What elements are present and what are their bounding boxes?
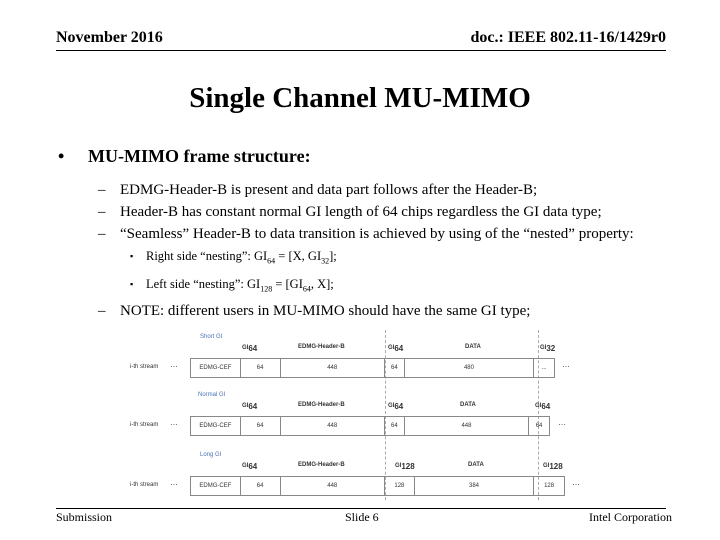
cef-cell: EDMG-CEF [191, 417, 241, 435]
dash-marker: – [98, 204, 106, 220]
alignment-dashed-line [538, 330, 539, 500]
gi-cell: 64 [241, 417, 281, 435]
cef-cell: EDMG-CEF [191, 477, 241, 495]
ellipsis: … [572, 478, 580, 487]
header-b-header: EDMG-Header-B [298, 344, 345, 350]
gi-cell: 64 [241, 359, 281, 377]
gi-header [388, 402, 403, 411]
header-b-cell: 448 [281, 477, 385, 495]
cef-cell: EDMG-CEF [191, 359, 241, 377]
short-gi-row [190, 358, 555, 378]
hdr-text: GI [388, 344, 395, 351]
ellipsis: … [170, 478, 178, 487]
bullet-sub-text: Header-B has constant normal GI length of 64 chips regardless the GI data type; [120, 204, 602, 220]
bullet-sub-text: NOTE: different users in MU-MIMO should have the same GI type; [120, 303, 531, 319]
hdr-text: GI [535, 402, 542, 409]
bullet-sub-text: “Seamless” Header-B to data transition is achieved by using of the “nested” property: [120, 226, 634, 242]
dash-marker: – [98, 182, 106, 198]
ellipsis: … [562, 360, 570, 369]
gi-cell: 128 [544, 483, 555, 489]
subscript: 64 [267, 256, 276, 266]
slide-title: Single Channel MU-MIMO [189, 82, 531, 114]
hdr-sub: 128 [549, 462, 563, 471]
hdr-sub: 64 [394, 344, 404, 353]
hdr-text: GI [540, 344, 547, 351]
hdr-sub: 64 [248, 402, 258, 411]
hdr-sub: 64 [248, 462, 258, 471]
gi-header [388, 344, 403, 353]
nesting-text: Right side “nesting”: GI [146, 249, 268, 263]
hdr-sub: 32 [546, 344, 556, 353]
nesting-text: ]; [329, 249, 337, 263]
bullet-sub [58, 300, 668, 322]
dash-marker: – [98, 226, 106, 242]
alignment-dashed-line [385, 330, 386, 500]
hdr-text: GI [242, 462, 249, 469]
long-gi-row [190, 476, 565, 496]
gi-cell: 64 [241, 477, 281, 495]
header-date: November 2016 [56, 29, 163, 46]
nesting-text: Left side “nesting”: GI [146, 276, 261, 291]
gi-header [242, 462, 257, 471]
stream-label: i-th stream [130, 364, 159, 370]
stream-label: i-th stream [130, 482, 159, 488]
gi-cell: 64 [385, 359, 405, 377]
hdr-sub: 64 [541, 402, 551, 411]
gi-header [540, 344, 555, 353]
subscript: 128 [260, 284, 273, 293]
bullet-sub [58, 223, 668, 245]
hdr-text: GI [543, 462, 550, 469]
hdr-sub: 64 [248, 344, 258, 353]
gi-frame-diagram [130, 330, 590, 505]
gi-cell: 64 [535, 423, 543, 429]
subscript: 64 [302, 284, 311, 293]
bullet-sub-text: EDMG-Header-B is present and data part follows after the Header-B; [120, 182, 538, 198]
hdr-text: GI [388, 402, 395, 409]
data-header: DATA [465, 344, 481, 350]
gi-header [543, 462, 563, 471]
bullet-sub [58, 179, 668, 201]
gi-header [242, 344, 257, 353]
bullet-main-text: MU-MIMO frame structure: [88, 146, 311, 166]
short-gi-label: Short GI [200, 334, 223, 340]
ellipsis: … [558, 418, 566, 427]
nesting-text: = [GI [272, 276, 303, 291]
bullet-main [58, 146, 668, 167]
header-b-cell: 448 [281, 359, 385, 377]
header-rule [56, 50, 666, 51]
header-b-header: EDMG-Header-B [298, 462, 345, 468]
gi-header [395, 462, 415, 471]
dash-marker: – [98, 303, 106, 319]
data-cell: 448 [405, 417, 529, 435]
nesting-text: = [X, GI [275, 249, 322, 263]
bullet-subsub [58, 245, 668, 273]
square-marker: ▪ [130, 278, 134, 289]
gi-cell: 64 [385, 417, 405, 435]
gi-header [535, 402, 550, 411]
normal-gi-label: Normal GI [198, 392, 226, 398]
header-b-header: EDMG-Header-B [298, 402, 345, 408]
hdr-text: GI [242, 344, 249, 351]
bullet-subsub [58, 273, 668, 301]
footer-company: Intel Corporation [589, 510, 672, 524]
nesting-text: , X]; [310, 276, 334, 291]
slide-body [58, 146, 668, 322]
data-header: DATA [468, 462, 484, 468]
header-doc-id: doc.: IEEE 802.11-16/1429r0 [470, 29, 666, 46]
data-cell: 480 [405, 359, 534, 377]
data-header: DATA [460, 402, 476, 408]
subscript: 32 [321, 256, 330, 266]
gi-cell: ... [541, 365, 547, 371]
gi-cell: 128 [385, 477, 415, 495]
gi-header [242, 402, 257, 411]
bullet-dot: • [58, 146, 65, 166]
ellipsis: … [170, 418, 178, 427]
bullet-sub [58, 201, 668, 223]
footer-slide-number: Slide 6 [345, 510, 379, 524]
ellipsis: … [170, 360, 178, 369]
stream-label: i-th stream [130, 422, 159, 428]
footer-submission: Submission [56, 510, 113, 524]
data-cell: 384 [415, 477, 534, 495]
header-b-cell: 448 [281, 417, 385, 435]
long-gi-label: Long GI [200, 452, 222, 458]
footer-rule [56, 508, 666, 509]
hdr-text: GI [242, 402, 249, 409]
hdr-sub: 128 [401, 462, 415, 471]
normal-gi-row [190, 416, 550, 436]
hdr-text: GI [395, 462, 402, 469]
square-marker: ▪ [130, 251, 134, 261]
hdr-sub: 64 [394, 402, 404, 411]
